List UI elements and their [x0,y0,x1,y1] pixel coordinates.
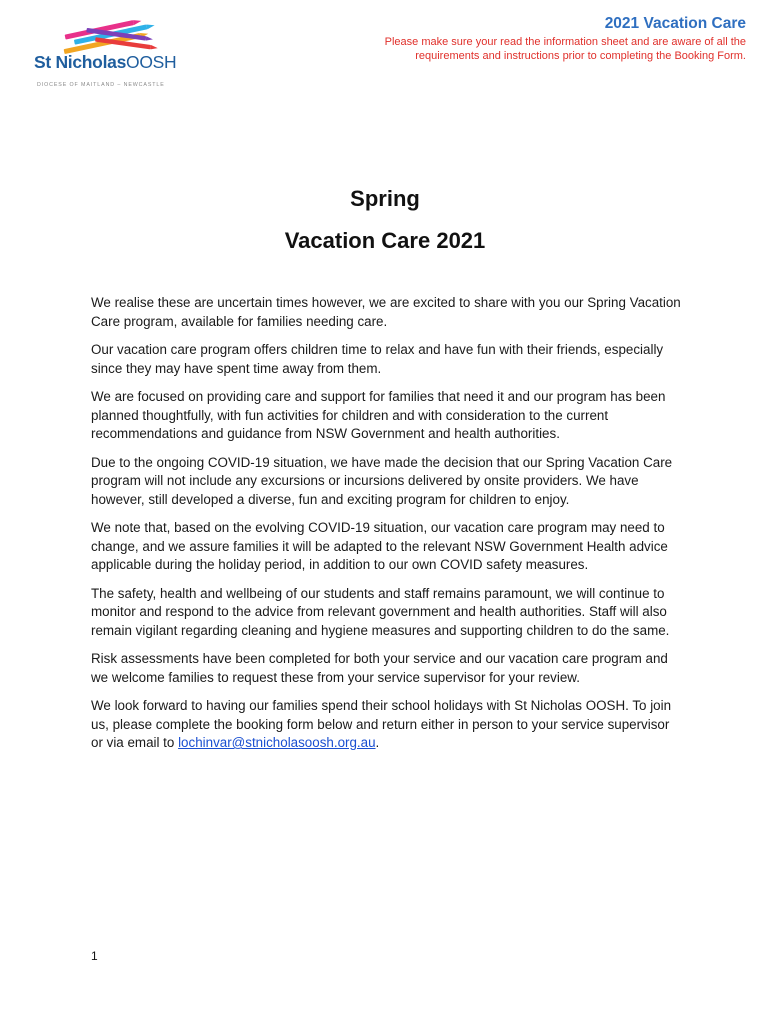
header-note-line1: Please make sure your read the information sheet and are aware of all the [384,36,746,48]
paragraph: Due to the ongoing COVID-19 situation, we have made the decision that our Spring Vacation Care program will not include any excursions or incursions delivered by onsite providers. We have however, still developed a diverse, fun and exciting program for children to enjoy. [91,454,673,507]
paragraph: The safety, health and wellbeing of our students and staff remains paramount, we will continue to monitor and respond to the advice from relevant government and health authorities. Staff will also remain vigilant regarding cleaning and hygiene measures and supporting children to do the same. [91,585,670,638]
paragraph: We realise these are uncertain times however, we are excited to share with you our Spring Vacation Care program, available for families needing care. [91,295,681,329]
body-text [91,294,681,763]
paragraph: Risk assessments have been completed for both your service and our vacation care program and we welcome families to request these from your service supervisor for your review. [91,651,668,685]
header-note [286,35,746,63]
header-title: 2021 Vacation Care [604,15,746,32]
closing-text: We look forward to having our families spend their school holidays with St Nicholas OOSH. To join us, please complete the booking form below and return either in person to your service supervisor or via email to [91,698,672,750]
brand-tagline: DIOCESE OF MAITLAND – NEWCASTLE [37,82,165,88]
header [286,14,746,63]
crayons-icon [56,18,176,54]
paragraph: We note that, based on the evolving COVID-19 situation, our vacation care program may need to change, and we assure families it will be adapted to the relevant NSW Government Health advice applicable during the holiday period, in addition to our own COVID safety measures. [91,520,668,572]
paragraph: We are focused on providing care and support for families that need it and our program has been planned thoughtfully, with fun activities for children and with consideration to the current recommendations and guidance from NSW Government and health authorities. [91,389,666,441]
email-link[interactable]: lochinvar@stnicholasoosh.org.au [178,735,376,750]
paragraph: Our vacation care program offers children time to relax and have fun with their friends, especially since they may have spent time away from them. [91,342,664,376]
header-note-line2: requirements and instructions prior to completing the Booking Form. [415,50,746,62]
brand-secondary: OOSH [126,52,177,72]
page-title: Vacation Care 2021 [284,228,486,253]
page-number: 1 [91,949,98,963]
brand-name [34,52,176,73]
closing-paragraph [91,697,681,753]
brand-primary: St Nicholas [34,52,127,72]
page-title-season: Spring [350,186,420,211]
closing-period: . [375,735,380,750]
logo [28,18,188,96]
